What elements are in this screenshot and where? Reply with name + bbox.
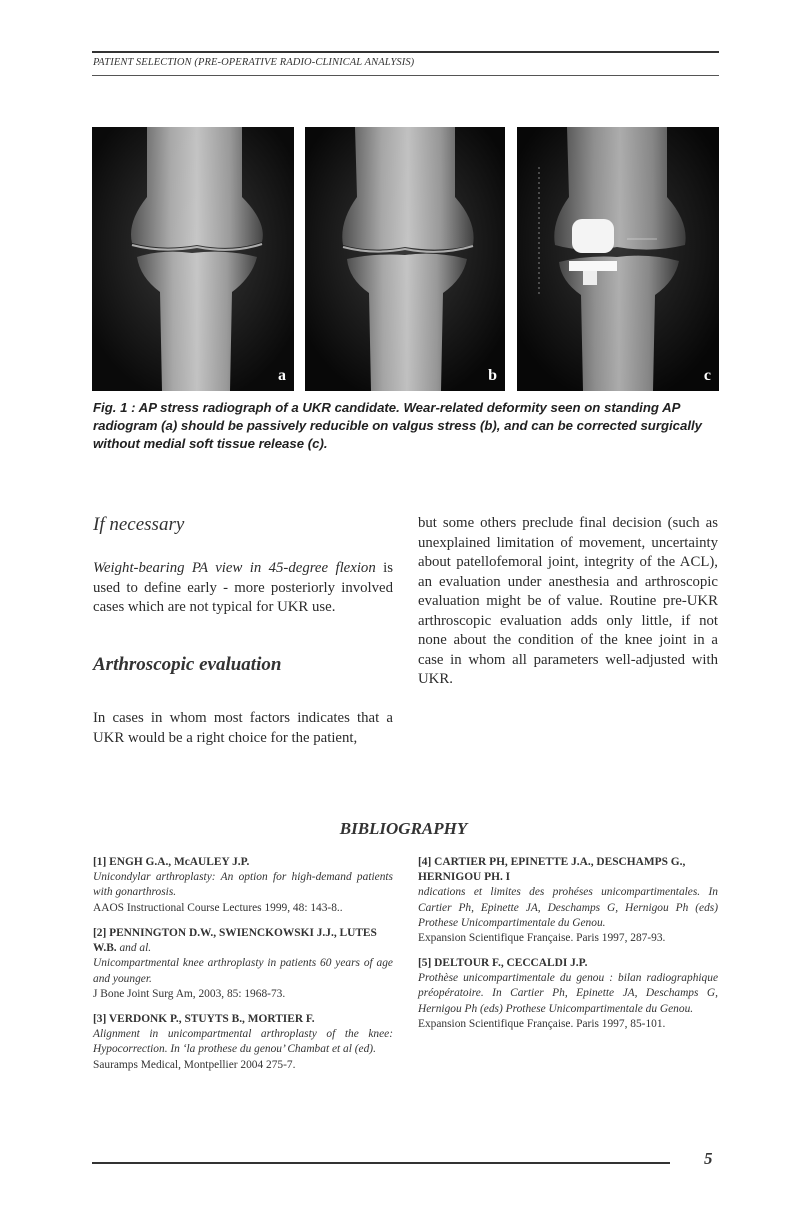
knee-radiograph-b [305, 127, 505, 391]
running-header: PATIENT SELECTION (PRE-OPERATIVE RADIO-CLINICAL ANALYSIS) [93, 57, 415, 68]
knee-radiograph-a [92, 127, 294, 391]
radiograph-panel-b [305, 127, 505, 391]
footer-rule [92, 1162, 670, 1164]
top-rule [92, 51, 719, 53]
reference-authors: [3] VERDONK P., STUYTS B., MORTIER F. [93, 1013, 315, 1025]
reference-title: Unicondylar arthroplasty: An option for high-demand patients with gonarthrosis. [93, 871, 393, 899]
paragraph-weight-bearing [93, 559, 393, 618]
reference-authors: [5] DELTOUR F., CECCALDI J.P. [418, 957, 588, 969]
weight-bearing-term: Weight-bearing PA view in 45-degree flexion [93, 560, 376, 576]
panel-label-b: b [488, 367, 497, 384]
paragraph-right-column: but some others preclude final decision (such as unexplained limitation of movement, uncertainty about patellofemoral joint, integrity of the ACL), an evaluation under anesthesia and arthroscopic evaluation might be of value. Routine pre-UKR arthroscopic evaluation adds only little, if not none about the condition of the knee joint in a case in whom all parameters well-adjusted with UKR. [418, 515, 718, 687]
reference-source: Expansion Scientifique Française. Paris 1997, 287-93. [418, 932, 666, 945]
reference-authors-suffix: and al. [116, 942, 152, 955]
radiograph-panel-a [92, 127, 294, 391]
reference-source: AAOS Instructional Course Lectures 1999, 48: 143-8.. [93, 901, 343, 914]
reference-4 [418, 855, 718, 946]
reference-authors: [1] ENGH G.A., McAULEY J.P. [93, 856, 250, 868]
reference-title: Alignment in unicompartmental arthroplasty of the knee: Hypocorrection. In ‘la prothese du genou’ Chambat et al (ed). [93, 1028, 393, 1056]
header-rule [92, 75, 719, 76]
knee-radiograph-implant-c [517, 127, 719, 391]
reference-5 [418, 956, 718, 1032]
reference-source: Expansion Scientifique Française. Paris 1997, 85-101. [418, 1017, 666, 1030]
reference-title: ndications et limites des prohéses unicompartimentales. In Cartier Ph, Epinette JA, Deschamps G, Hernigou Ph (eds) Prothese Unicompartimentale du Genou. [418, 886, 718, 929]
panel-label-a: a [278, 367, 286, 384]
reference-authors: [2] PENNINGTON D.W., SWIENCKOWSKI J.J., LUTES W.B. [93, 927, 377, 955]
reference-title: Unicompartmental knee arthroplasty in patients 60 years of age and younger. [93, 957, 393, 985]
reference-3 [93, 1012, 393, 1073]
figure-caption: Fig. 1 : AP stress radiograph of a UKR candidate. Wear-related deformity seen on standing AP radiogram (a) should be passively reducible on valgus stress (b), and can be corrected surgically without medial soft tissue release (c). [93, 400, 703, 451]
reference-authors: [4] CARTIER PH, EPINETTE J.A., DESCHAMPS G., HERNIGOU PH. I [418, 856, 686, 884]
reference-source: Sauramps Medical, Montpellier 2004 275-7. [93, 1058, 296, 1071]
panel-label-c: c [703, 367, 711, 384]
heading-if-necessary: If necessary [93, 514, 185, 535]
reference-1 [93, 855, 393, 916]
weight-bearing-rest: is used to define early - more posteriorly involved cases which are not typical for UKR use. [93, 560, 394, 615]
radiograph-panel-c [517, 127, 719, 391]
paragraph-arthroscopic: In cases in whom most factors indicates that a UKR would be a right choice for the patient, [93, 710, 393, 746]
heading-arthroscopic-evaluation: Arthroscopic evaluation [93, 654, 282, 675]
bibliography-title: BIBLIOGRAPHY [339, 819, 468, 838]
reference-source: J Bone Joint Surg Am, 2003, 85: 1968-73. [93, 987, 286, 1000]
reference-2 [93, 926, 393, 1002]
page-number: 5 [704, 1149, 713, 1168]
reference-title: Prothèse unicompartimentale du genou : bilan radiographique préopératoire. In Cartier Ph, Epinette JA, Deschamps G, Hernigou Ph (eds) Prothese Unicompartimentale du Genou. [418, 972, 718, 1015]
